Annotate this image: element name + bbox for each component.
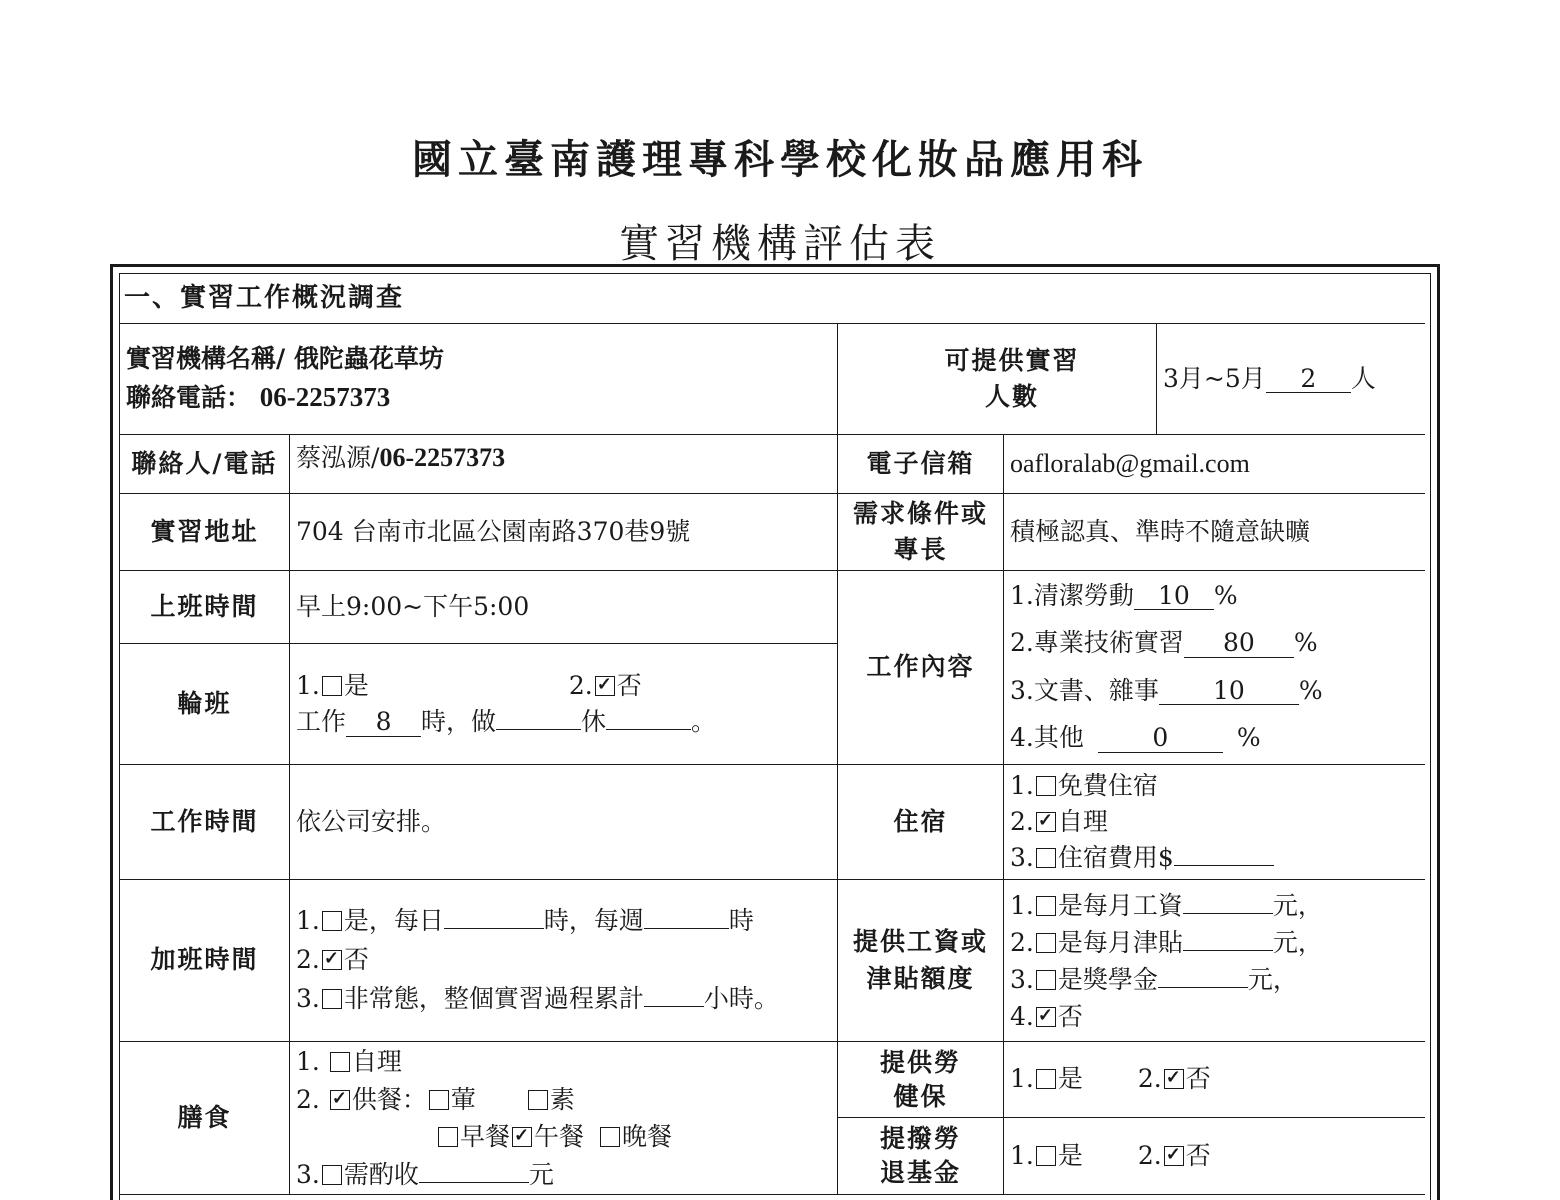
shift-yes-checkbox[interactable] [322,676,342,696]
lodging-option: 1. 免費住宿 [1010,770,1158,800]
overtime-yes-checkbox[interactable] [322,911,342,931]
address-label: 實習地址 [120,494,290,571]
meals-breakfast-checkbox[interactable] [438,1127,458,1147]
form-inner-frame [119,273,1431,1200]
wage-option: 4.✓ 否 [1010,998,1419,1035]
overtime-option: 1. 是，每日 時，每週 時 [296,906,754,936]
capacity-value-cell [1157,324,1425,435]
work-time-value [290,765,838,880]
meals-option: 早餐✓ 午餐 晚餐 [296,1118,831,1156]
institution-name-value: 俄陀蟲花草坊 [293,344,444,374]
email-text: oafloralab@gmail.com [1010,449,1250,479]
lodging-option: 3. 住宿費用$ [1010,840,1419,876]
pension-label: 提撥勞退基金 [838,1118,1004,1195]
shift-label: 輪班 [120,644,290,765]
shift-detail: 工作 8 時，做 休 。 [296,707,717,736]
insurance-yes-checkbox[interactable] [1036,1069,1056,1089]
contact-value-cell [290,435,838,494]
work-content-label: 工作內容 [838,571,1004,765]
shift-cell [290,644,838,765]
meals-option: 3. 需酌收 元 [296,1159,554,1189]
lodging-option: 2.✓ 自理 [1010,804,1419,840]
hours-label: 上班時間 [120,571,290,644]
requirement-value [1004,494,1425,571]
form-title: 實習機構評估表 [619,221,941,267]
meals-option: 2. ✓供餐： 葷 素 [296,1081,831,1119]
wage-label: 提供工資或津貼額度 [838,880,1004,1042]
wage-monthly-checkbox[interactable] [1036,896,1056,916]
overtime-label: 加班時間 [120,880,290,1042]
wage-option: 3. 是獎學金 元， [1010,964,1298,994]
capacity-unit: 人 [1350,363,1376,393]
overtime-option: 2.✓ 否 [296,941,831,980]
insurance-options: 1. 是 2.✓ 否 [1010,1061,1419,1097]
pension-no-checkbox[interactable] [1164,1146,1184,1166]
institution-cell [120,324,838,435]
institution-phone-line [126,378,831,417]
lodging-self-checkbox[interactable] [1036,812,1056,832]
pension-yes-checkbox[interactable] [1036,1146,1056,1166]
institution-name-line [126,341,831,377]
capacity-label-cell [838,324,1157,435]
capacity-line [1163,361,1419,397]
insurance-no-checkbox[interactable] [1164,1069,1184,1089]
school-title: 國立臺南護理專科學校化妝品應用科 [412,136,1148,183]
meals-self-checkbox[interactable] [330,1052,350,1072]
pension-cell [1004,1118,1425,1195]
overtime-cell [290,880,838,1042]
institution-name-label: 實習機構名稱/ [126,344,286,374]
work-content-item: 4.其他 0 % [1010,723,1261,752]
wage-cell [1004,880,1425,1042]
lodging-label: 住宿 [838,765,1004,880]
contact-label: 聯絡人/電話 [120,435,290,494]
capacity-period: 3月~5月 [1163,363,1266,393]
lodging-fee-checkbox[interactable] [1036,848,1056,868]
work-time-label: 工作時間 [120,765,290,880]
meals-provided-checkbox[interactable] [330,1090,350,1110]
requirement-text: 積極認真、準時不隨意缺曠 [1010,516,1311,546]
meals-fee-checkbox[interactable] [322,1165,342,1185]
lodging-free-checkbox[interactable] [1036,776,1056,796]
work-content-item: 2.專業技術實習 80 % [1010,628,1318,657]
section-title: 一、實習工作概況調查 [120,274,1425,324]
contact-name: 蔡泓源/ [296,443,380,472]
wage-scholarship-checkbox[interactable] [1036,970,1056,990]
overtime-no-checkbox[interactable] [322,950,342,970]
wage-option: 2. 是每月津貼 元， [1010,927,1323,957]
overtime-option: 3. 非常態，整個實習過程累計 小時。 [296,983,779,1013]
wage-allowance-checkbox[interactable] [1036,933,1056,953]
form-frame [110,264,1440,1200]
address-text: 704 台南市北區公園南路370巷9號 [296,516,691,546]
work-content-item: 1.清潔勞動 10 % [1010,580,1238,610]
capacity-label: 可提供實習人數 [944,345,1080,411]
hours-value [290,571,838,644]
shift-options: 1. 是 2.✓ 否 [296,668,831,704]
insurance-label: 提供勞健保 [838,1042,1004,1118]
meals-cell [290,1042,838,1195]
requirement-label: 需求條件或專長 [838,494,1004,571]
wage-option: 1. 是每月工資 元， [1010,890,1323,920]
shift-no-checkbox[interactable] [595,676,615,696]
work-content-cell [1004,571,1425,765]
meals-dinner-checkbox[interactable] [600,1127,620,1147]
meals-meat-checkbox[interactable] [429,1090,449,1110]
address-value [290,494,838,571]
work-time-text: 依公司安排。 [296,806,447,836]
insurance-cell [1004,1042,1425,1118]
form-table [120,274,1430,1195]
overtime-irregular-checkbox[interactable] [322,989,342,1009]
institution-phone-label: 聯絡電話： [126,382,252,412]
meals-option: 1. 自理 [296,1047,402,1076]
capacity-count: 2 [1266,365,1351,394]
meals-lunch-checkbox[interactable] [512,1127,532,1147]
pension-options: 1. 是 2.✓ 否 [1010,1138,1419,1174]
contact-phone: 06-2257373 [379,443,506,472]
lodging-cell [1004,765,1425,880]
meals-label: 膳食 [120,1042,290,1195]
wage-no-checkbox[interactable] [1036,1007,1056,1027]
email-value [1004,435,1425,494]
hours-text: 早上9:00~下午5:00 [296,591,530,621]
work-content-item: 3.文書、雜事 10 % [1010,675,1323,705]
institution-phone-value: 06-2257373 [259,381,391,412]
email-label: 電子信箱 [838,435,1004,494]
meals-veg-checkbox[interactable] [528,1090,548,1110]
